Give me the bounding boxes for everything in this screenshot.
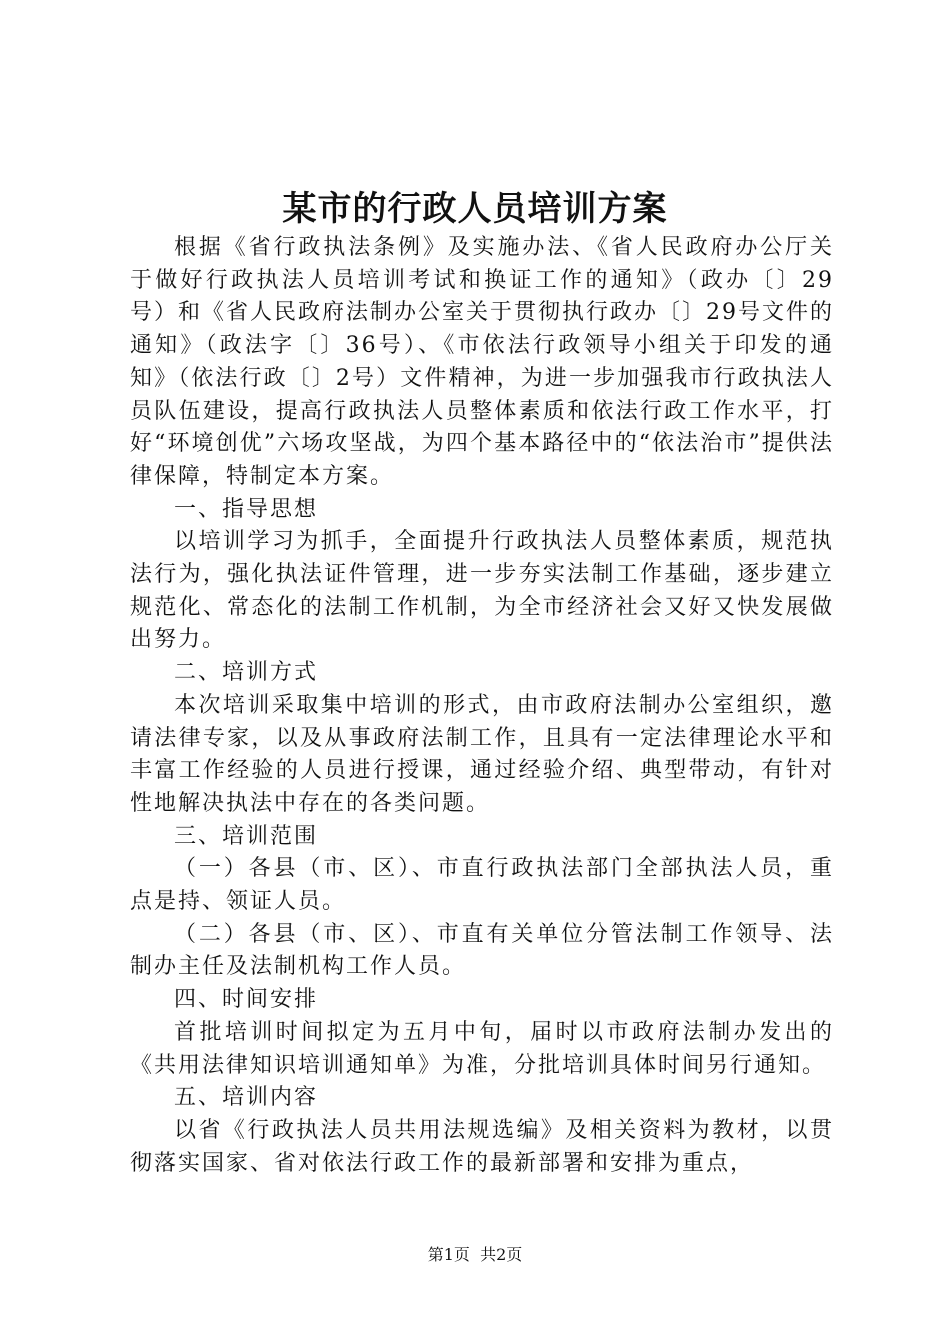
section-heading-schedule: 四、时间安排: [174, 987, 319, 1013]
paragraph-training-method: 本次培训采取集中培训的形式，由市政府法制办公室组织，邀请法律专家，以及从事政府法制工作，且具有一定法律理论水平和丰富工作经验的人员进行授课，通过经验介绍、典型带动，有针对性地解决执法中存在的各类问题。: [130, 692, 834, 816]
section-heading-training-scope: 三、培训范围: [174, 823, 319, 849]
document-title: 某市的行政人员培训方案: [282, 189, 668, 229]
paragraph-schedule: 首批培训时间拟定为五月中旬，届时以市政府法制办发出的《共用法律知识培训通知单》为准，分批培训具体时间另行通知。: [130, 1019, 834, 1078]
paragraph-scope-item-1: （一）各县（市、区）、市直行政执法部门全部执法人员，重点是持、领证人员。: [130, 856, 834, 915]
paragraph-guiding-thought: 以培训学习为抓手，全面提升行政执法人员整体素质，规范执法行为，强化执法证件管理，进一步夯实法制工作基础，逐步建立规范化、常态化的法制工作机制，为全市经济社会又好又快发展做出努力。: [130, 529, 834, 653]
document-body: [130, 232, 834, 1180]
paragraph-training-content: 以省《行政执法人员共用法规选编》及相关资料为教材，以贯彻落实国家、省对依法行政工作的最新部署和安排为重点，: [130, 1117, 834, 1176]
section-heading-training-content: 五、培训内容: [174, 1085, 319, 1111]
paragraph-intro: 根据《省行政执法条例》及实施办法、《省人民政府办公厅关于做好行政执法人员培训考试和换证工作的通知》（政办〔〕29号）和《省人民政府法制办公室关于贯彻执行政办〔〕29号文件的通知》（政法字〔〕36号）、《市依法行政领导小组关于印发的通知》（依法行政〔〕2号）文件精神，为进一步加强我市行政执法人员队伍建设，提高行政执法人员整体素质和依法行政工作水平，打好“环境创优”六场攻坚战，为四个基本路径中的“依法治市”提供法律保障，特制定本方案。: [130, 235, 834, 489]
paragraph-scope-item-2: （二）各县（市、区）、市直有关单位分管法制工作领导、法制办主任及法制机构工作人员。: [130, 921, 834, 980]
section-heading-guiding-thought: 一、指导思想: [174, 496, 319, 522]
page-number-footer: 第1页 共2页: [427, 1245, 523, 1264]
section-heading-training-method: 二、培训方式: [174, 660, 319, 686]
